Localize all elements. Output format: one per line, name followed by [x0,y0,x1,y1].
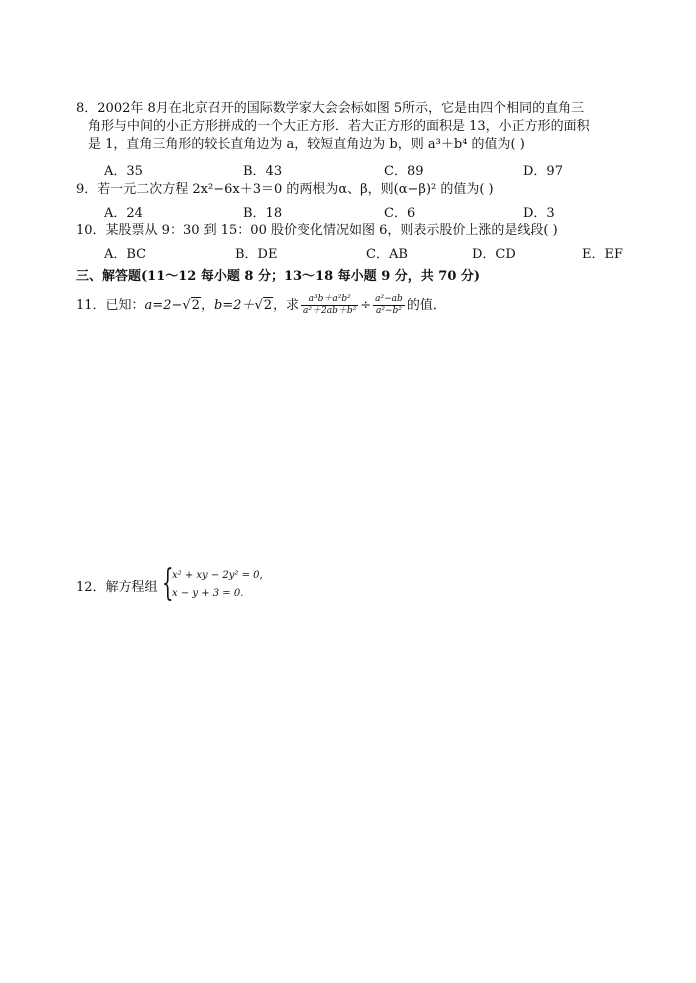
question-8-options [104,160,644,178]
option-e: E．EF [582,247,623,262]
question-11-suffix: 的值． [406,298,446,313]
equation-2: x − y + 3 = 0. [172,588,244,599]
option-d: D．CD [472,247,516,262]
separator: ， [200,298,214,313]
option-a: A．35 [104,164,143,179]
section-heading: 三、解答题(11～12 每小题 8 分；13～18 每小题 9 分，共 70 分) [76,269,481,284]
option-c: C．6 [384,206,416,221]
fraction-1 [301,294,358,317]
option-d: D．3 [523,206,555,221]
question-9-options [104,202,644,220]
question-8-line-3: 是 1，直角三角形的较长直角边为 a，较短直角边为 b，则 a³＋b⁴ 的值为( ) [88,137,525,152]
brace-symbol: { [162,563,174,604]
question-9: 9．若一元二次方程 2x²−6x＋3＝0 的两根为α、β，则(α−β)² 的值为( ) [76,182,494,197]
divide-sign: ÷ [360,298,372,313]
option-b: B．43 [243,164,283,179]
option-d: D．97 [523,164,563,179]
option-b: B．18 [243,206,283,221]
a-definition: a=2− [144,298,183,313]
option-c: C．AB [366,247,408,262]
fraction-2-numerator: a²−ab [375,294,403,304]
question-10: 10．某股票从 9：30 到 15：00 股价变化情况如图 6，则表示股价上涨的是线段( ) [76,223,558,238]
option-c: C．89 [384,164,424,179]
fraction-2-denominator: a²−b² [376,306,402,316]
equation-1: x² + xy − 2y² = 0, [172,570,263,581]
fraction-1-numerator: a³b＋a²b² [301,294,358,306]
option-a: A．BC [104,247,147,262]
b-definition: b=2＋ [213,298,255,313]
question-11 [76,291,636,321]
option-a: A．24 [104,206,143,221]
sqrt-symbol: √2 [254,298,273,313]
question-11-prefix: 11．已知： [76,298,145,313]
question-10-options [104,243,644,261]
fraction-2 [373,294,405,317]
question-8-line-2: 角形与中间的小正方形拼成的一个大正方形．若大正方形的面积是 13，小正方形的面积 [88,119,590,134]
fraction-1-denominator: a²＋2ab＋b² [303,306,357,316]
question-11-ask: ，求 [273,298,300,313]
sqrt-symbol: √2 [182,298,200,313]
question-8-line-1: 8．2002年 8月在北京召开的国际数学家大会会标如图 5所示，它是由四个相同的直角三 [76,101,585,116]
question-8 [76,100,636,154]
question-12-prefix: 12．解方程组 [76,580,158,595]
option-b: B．DE [235,247,278,262]
